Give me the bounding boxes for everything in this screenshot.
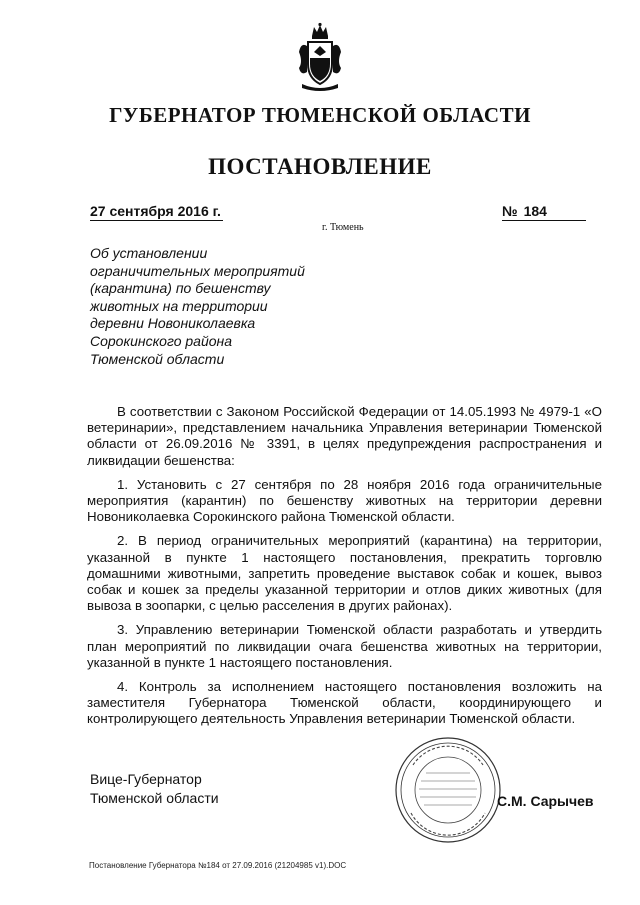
subject-line: (карантина) по бешенству xyxy=(90,280,271,297)
official-round-seal-icon xyxy=(393,735,503,845)
position-line: Вице-Губернатор xyxy=(90,771,202,787)
document-body xyxy=(87,404,602,736)
clause-2-paragraph: 2. В период ограничительных мероприятий (карантина) на территории, указанной в пункте 1 настоящего постановления, прекратить торговлю домашними животными, запретить проведение выставок собак и кошек, вывоз собак и кошек за пределы указанной территории и отлов диких животных (для вывоза в зоопарки, с целью расселения в других районах). xyxy=(87,533,602,614)
subject-line: ограничительных мероприятий xyxy=(90,262,305,279)
file-footer: Постановление Губернатора №184 от 27.09.2016 (21204985 v1).DOC xyxy=(89,861,347,870)
subject-line: деревни Новониколаевка xyxy=(90,315,256,332)
document-type-title: ПОСТАНОВЛЕНИЕ xyxy=(208,154,432,179)
tyumen-coat-of-arms-icon xyxy=(296,22,344,94)
document-number xyxy=(502,203,586,221)
subject-line: Об установлении xyxy=(90,245,208,261)
clause-1-paragraph: 1. Установить с 27 сентября по 28 ноября 2016 года ограничительные мероприятия (карантин) по бешенству животных на территории деревни Новониколаевка Сорокинского района Тюменской области. xyxy=(87,476,602,525)
clause-4-paragraph: 4. Контроль за исполнением настоящего постановления возложить на заместителя Губернатора Тюменской области, координирующего и контролирующего деятельность Управления ветеринарии Тюменской области. xyxy=(87,679,602,727)
subject-line: Сорокинского района xyxy=(90,332,233,349)
issuing-authority: ГУБЕРНАТОР ТЮМЕНСКОЙ ОБЛАСТИ xyxy=(109,103,531,127)
document-date: 27 сентября 2016 г. xyxy=(90,203,223,221)
document-subject xyxy=(90,245,350,368)
subject-line: Тюменской области xyxy=(90,350,225,367)
signatory-position xyxy=(90,770,219,808)
subject-line: животных на территории xyxy=(90,297,268,314)
position-line: Тюменской области xyxy=(90,790,219,806)
document-city: г. Тюмень xyxy=(322,222,364,233)
clause-3-paragraph: 3. Управлению ветеринарии Тюменской области разработать и утвердить план мероприятий по ликвидации очага бешенства животных на территории, указанной в пункте 1 настоящего постановления. xyxy=(87,622,602,670)
signatory-name: С.М. Сарычев xyxy=(497,793,594,809)
number-label: № xyxy=(502,203,518,219)
number-value: 184 xyxy=(523,203,547,219)
preamble-paragraph: В соответствии с Законом Российской Федерации от 14.05.1993 № 4979-1 «О ветеринарии», представлением начальника Управления ветеринарии Тюменской области от 26.09.2016 № 3391, в целях предупреждения распространения и ликвидации бешенства: xyxy=(87,404,602,468)
